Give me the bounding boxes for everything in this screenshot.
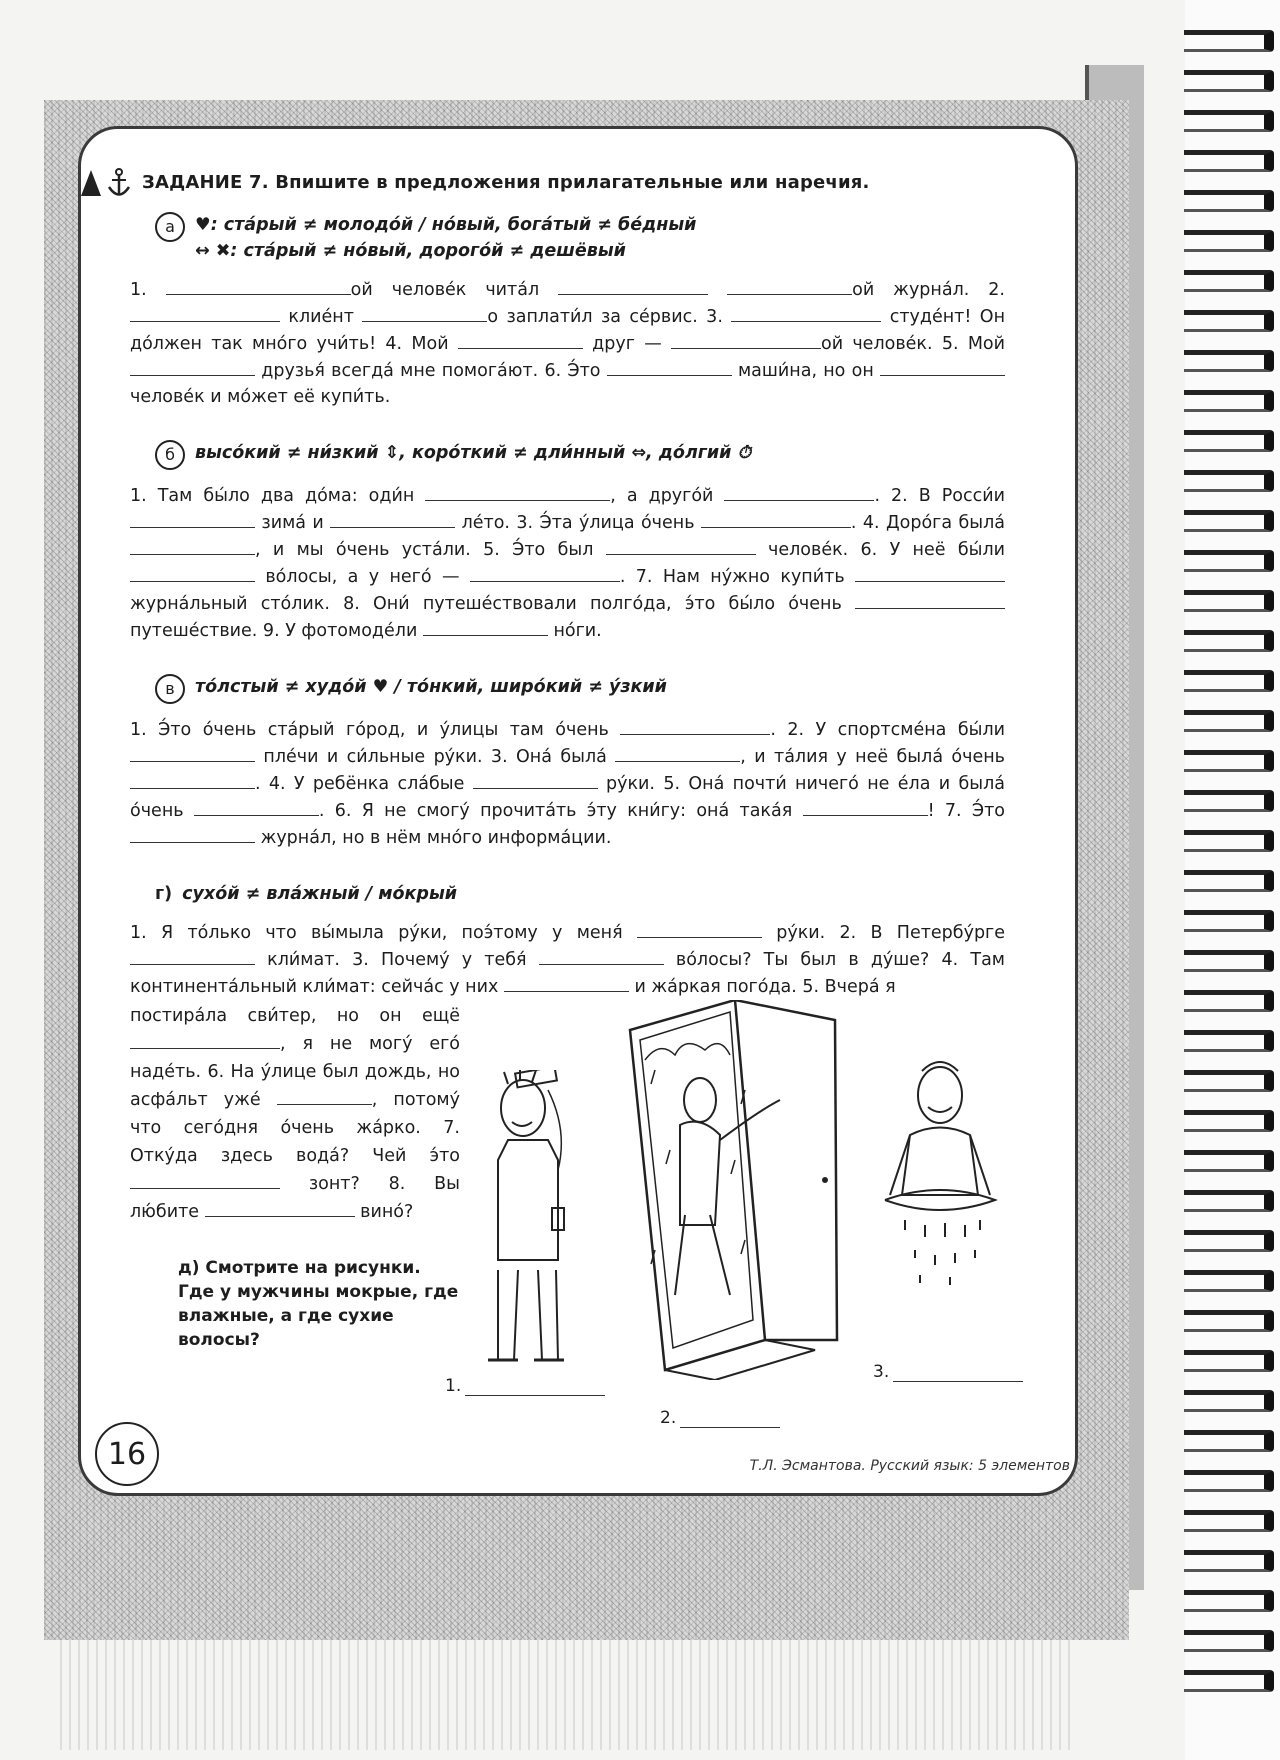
answer-blank[interactable] xyxy=(362,303,487,322)
answer-blank[interactable] xyxy=(803,797,928,816)
exercise-section xyxy=(130,440,1005,644)
section-heading-lines xyxy=(195,212,696,264)
sentence-text: . 7. Нам ну́жно купи́ть xyxy=(619,567,856,587)
sentence-text: постира́ла сви́тер, но он ещё xyxy=(130,1006,460,1026)
answer-blank[interactable] xyxy=(539,946,664,965)
task-heading xyxy=(80,168,1005,198)
question-d: д) Смотрите на рисунки. Где у мужчины мокрые, где влажные, а где сухие волосы? xyxy=(178,1258,459,1350)
sentence-text: зонт? 8. Вы лю́бите xyxy=(130,1174,460,1222)
answer-blank[interactable] xyxy=(731,303,881,322)
picture-label-1: 1. xyxy=(445,1376,605,1396)
sentence-text: во́лосы, а у него́ — xyxy=(255,567,470,587)
answer-blank[interactable] xyxy=(130,770,255,789)
answer-blank[interactable] xyxy=(855,563,1005,582)
task-icons xyxy=(80,168,132,198)
sentence-text: . 2. В Росси́и xyxy=(874,486,1006,506)
exercise-text xyxy=(130,919,1005,1000)
answer-blank[interactable] xyxy=(606,536,756,555)
sentence-text: зима́ и xyxy=(255,513,331,533)
sentence-text: ле́то. 3. Э́та у́лица о́чень xyxy=(455,513,701,533)
sentence-text: друг — xyxy=(582,334,671,354)
sentence-text: журна́льный сто́лик. 8. Они́ путеше́ствовали полго́да, э́то бы́ло о́чень xyxy=(130,594,855,614)
answer-blank[interactable] xyxy=(130,946,255,965)
section-letter: б xyxy=(155,440,185,470)
section-heading xyxy=(155,212,1005,264)
sentence-text: но́ги. xyxy=(547,621,602,641)
answer-blank[interactable] xyxy=(855,590,1005,609)
sentence-text: челове́к и мо́жет её купи́ть. xyxy=(130,387,391,407)
sentence-text: клие́нт xyxy=(280,307,363,327)
sentence-text: . 6. Я не смогу́ прочита́ть э́ту кни́гу: она́ така́я xyxy=(318,801,803,821)
sentence-text: вино́? xyxy=(354,1202,414,1222)
spiral-binding xyxy=(1185,0,1280,1760)
heading-line: высо́кий ≠ ни́зкий ⇕, коро́ткий ≠ дли́нный ⇔, до́лгий ⏱ xyxy=(195,443,752,463)
sentence-text: , а друго́й xyxy=(610,486,725,506)
section-heading xyxy=(155,881,1005,907)
exercise-text xyxy=(130,276,1005,410)
answer-blank[interactable] xyxy=(277,1086,372,1105)
answer-blank[interactable] xyxy=(607,357,732,376)
sentence-text: ! 7. Э́то xyxy=(927,801,1005,821)
section-heading xyxy=(155,674,1005,704)
sentence-text xyxy=(708,280,727,300)
exercise-g-continuation xyxy=(130,1002,460,1352)
answer-blank[interactable] xyxy=(130,357,255,376)
sentence-text: 1. Э́то о́чень ста́рый го́род, и у́лицы там о́чень xyxy=(130,720,621,740)
sentence-text: ой челове́к чита́л xyxy=(350,280,559,300)
page-number: 16 xyxy=(95,1422,159,1486)
sentence-text: 1. xyxy=(130,280,166,300)
answer-blank[interactable] xyxy=(724,482,874,501)
heading-line: ↔ ✖: ста́рый ≠ но́вый, дорого́й ≠ дешёвый xyxy=(195,241,626,261)
answer-blank[interactable] xyxy=(130,824,255,843)
section-letter: а xyxy=(155,212,185,242)
sentence-text: пле́чи и си́льные ру́ки. 3. Она́ была́ xyxy=(255,747,616,767)
answer-blank[interactable] xyxy=(205,1198,355,1217)
sentence-text: журна́л, но в нём мно́го информа́ции. xyxy=(255,828,612,848)
sentence-text: . 4. У ребёнка сла́бые xyxy=(255,774,473,794)
illustration-man-in-rain-door xyxy=(625,1000,855,1380)
sentence-text: , и мы о́чень уста́ли. 5. Э́то был xyxy=(255,540,606,560)
answer-blank[interactable] xyxy=(194,797,319,816)
answer-blank[interactable] xyxy=(893,1363,1023,1382)
sentence-text: ру́ки. 5. Она́ почти́ ничего́ не е́ла и была́ о́чень xyxy=(130,774,1005,821)
section-heading xyxy=(155,440,1005,470)
answer-blank[interactable] xyxy=(620,716,770,735)
exercise-text xyxy=(130,716,1005,851)
answer-blank[interactable] xyxy=(701,509,851,528)
sentence-text: друзья́ всегда́ мне помога́ют. 6. Э́то xyxy=(255,361,607,381)
sections-container xyxy=(130,212,1005,1000)
task-title: ЗАДАНИЕ 7. Впишите в предложения прилагательные или наречия. xyxy=(142,172,870,193)
answer-blank[interactable] xyxy=(458,330,583,349)
continuation-text xyxy=(130,1002,460,1226)
answer-blank[interactable] xyxy=(727,276,852,295)
sentence-text: и жа́ркая пого́да. 5. Вчера́ я xyxy=(628,977,896,997)
exercise-section xyxy=(130,881,1005,1000)
heading-line: то́лстый ≠ худо́й ♥ / то́нкий, широ́кий ≠ у́зкий xyxy=(195,677,667,697)
answer-blank[interactable] xyxy=(470,563,620,582)
answer-blank[interactable] xyxy=(504,973,629,992)
answer-blank[interactable] xyxy=(423,617,548,636)
section-heading-lines xyxy=(195,440,751,466)
scan-noise-bottom xyxy=(60,1640,1070,1750)
sentence-text: 1. Там бы́ло два до́ма: оди́н xyxy=(130,486,426,506)
sentence-text: челове́к. 6. У неё бы́ли xyxy=(755,540,1006,560)
answer-blank[interactable] xyxy=(130,509,255,528)
answer-blank[interactable] xyxy=(330,509,455,528)
sentence-text: студе́нт! Он до́лжен так мно́го учи́ть! 4. Мой xyxy=(130,307,1006,354)
sentence-text: маши́на, но он xyxy=(731,361,880,381)
answer-blank[interactable] xyxy=(130,1030,280,1049)
exercise-text xyxy=(130,482,1005,644)
section-letter: в xyxy=(155,674,185,704)
answer-blank[interactable] xyxy=(166,276,351,295)
sentence-text: ой челове́к. 5. Мой xyxy=(820,334,1005,354)
answer-blank[interactable] xyxy=(465,1377,605,1396)
answer-blank[interactable] xyxy=(130,1170,280,1189)
sentence-text: ой журна́л. 2. xyxy=(852,280,1005,300)
illustration-man-drying-hair xyxy=(468,1070,588,1370)
answer-blank[interactable] xyxy=(473,770,598,789)
answer-blank[interactable] xyxy=(558,276,708,295)
answer-blank[interactable] xyxy=(615,743,740,762)
section-heading-lines xyxy=(182,881,457,907)
anchor-icon xyxy=(106,168,132,198)
answer-blank[interactable] xyxy=(680,1409,780,1428)
heading-line: ♥: ста́рый ≠ молодо́й / но́вый, бога́тый ≠ бе́дный xyxy=(195,215,697,235)
answer-blank[interactable] xyxy=(130,563,255,582)
sentence-text: . 4. Доро́га была́ xyxy=(850,513,1005,533)
answer-blank[interactable] xyxy=(130,743,255,762)
answer-blank[interactable] xyxy=(637,919,762,938)
sentence-text: кли́мат. 3. Почему́ у тебя́ xyxy=(255,950,539,970)
answer-blank[interactable] xyxy=(671,330,821,349)
sentence-text: , я не могу́ его́ наде́ть. 6. На у́лице был дождь, но асфа́льт уже́ xyxy=(130,1034,460,1110)
sentence-text: ру́ки. 2. В Петербу́рге xyxy=(761,923,1006,943)
heading-line: сухо́й ≠ вла́жный / мо́крый xyxy=(182,884,458,904)
picture-label-3: 3. xyxy=(873,1362,1023,1382)
sentence-text: , и та́лия у неё была́ о́чень xyxy=(740,747,1005,767)
sentence-text: , потому́ что сего́дня о́чень жа́рко. 7. Отку́да здесь вода́? Чей э́то xyxy=(130,1090,460,1166)
answer-blank[interactable] xyxy=(130,536,255,555)
answer-blank[interactable] xyxy=(130,303,280,322)
sentence-text: во́лосы? Ты был в ду́ше? 4. Там континента́льный кли́мат: сейча́с у них xyxy=(130,950,1005,997)
illustration-man-washed-hands xyxy=(880,1055,1000,1285)
answer-blank[interactable] xyxy=(425,482,610,501)
sentence-text: о заплати́л за се́рвис. 3. xyxy=(487,307,732,327)
answer-blank[interactable] xyxy=(880,357,1005,376)
worksheet-content xyxy=(130,168,1005,1030)
footer-credit: Т.Л. Эсмантова. Русский язык: 5 элементов xyxy=(749,1458,1070,1474)
exercise-section xyxy=(130,212,1005,410)
sentence-text: путеше́ствие. 9. У фотомоде́ли xyxy=(130,621,423,641)
exercise-section xyxy=(130,674,1005,851)
section-heading-lines xyxy=(195,674,667,700)
section-letter: г) xyxy=(155,884,173,904)
pyramid-icon xyxy=(80,168,102,198)
sentence-text: . 2. У спортсме́на бы́ли xyxy=(770,720,1006,740)
sentence-text: 1. Я то́лько что вы́мыла ру́ки, поэ́тому у меня́ xyxy=(130,923,637,943)
picture-label-2: 2. xyxy=(660,1408,780,1428)
